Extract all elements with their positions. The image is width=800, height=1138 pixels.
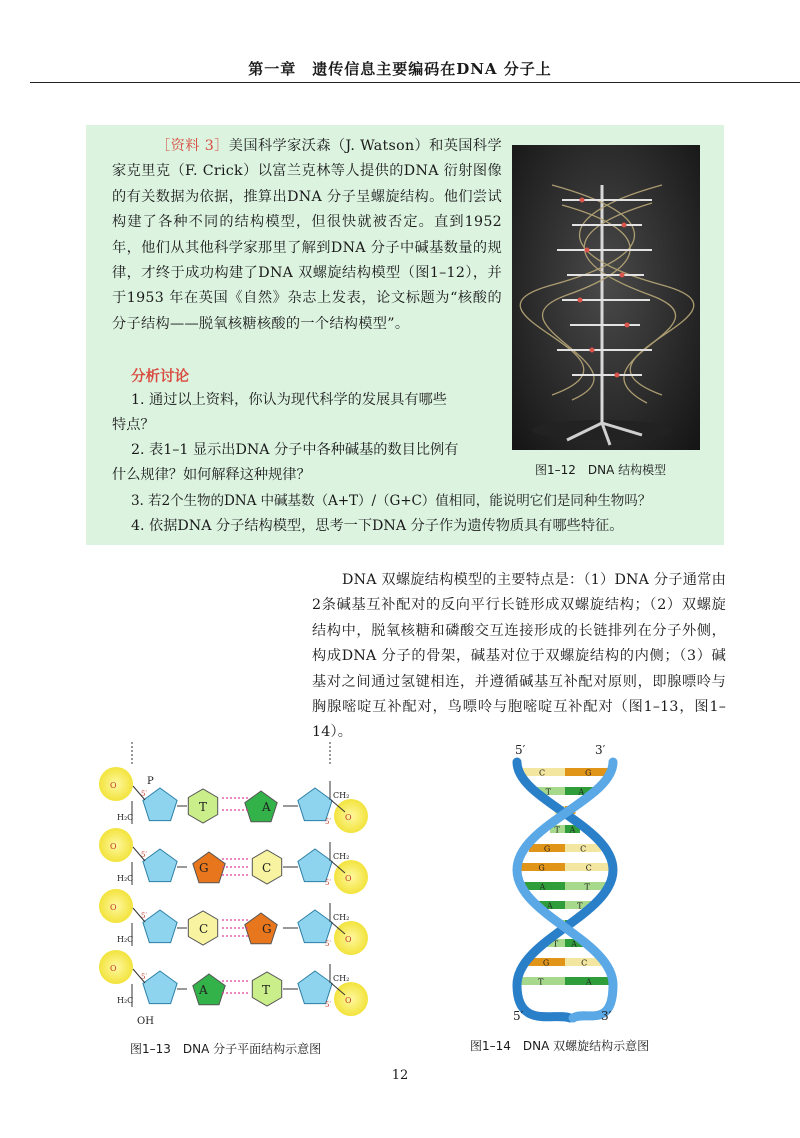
h2c-label: H₂C (117, 996, 134, 1005)
five-prime-label: 5′ (141, 912, 148, 920)
phosphate-o-label: O (110, 903, 117, 912)
base-left-letter: G (199, 861, 209, 875)
five-prime-label: 5′ (325, 818, 332, 826)
five-prime-label: 5′ (141, 790, 148, 798)
ch2-label: CH₂ (333, 974, 350, 983)
rung-left-letter: C (556, 806, 563, 816)
sugar-left (143, 788, 177, 821)
ch2-label: CH₂ (333, 852, 350, 861)
base-pair-row (99, 950, 368, 1016)
rung-left-letter: A (539, 882, 546, 892)
oh-label: OH (137, 1016, 154, 1027)
five-prime-label: 5′ (325, 1001, 332, 1009)
five-prime-label: 5′ (325, 879, 332, 887)
rung-left-letter: T (558, 920, 564, 930)
question-3: 3. 若2个生物的DNA 中碱基数（A+T）/（G+C）值相同，能说明它们是同种生物吗？ (131, 493, 652, 509)
base-right-letter: G (262, 922, 272, 936)
base-pair-row (99, 889, 368, 955)
sugar-left (143, 910, 177, 943)
figure-13-caption: 图1–13 DNA 分子平面结构示意图 (130, 1042, 322, 1056)
dna-model-photo (512, 145, 700, 450)
base-right-letter: A (262, 800, 271, 814)
rung-left-letter: C (538, 768, 546, 778)
rung-right-letter: A (578, 787, 585, 797)
base-left-shape (193, 852, 225, 883)
base-right-shape (245, 791, 277, 822)
question-1b: 特点？ (112, 417, 155, 433)
sugar-right (298, 910, 332, 943)
rung-left-letter: G (538, 863, 545, 873)
phosphate-o-label: O (345, 813, 352, 822)
material-paragraph (112, 134, 502, 337)
h2c-label: H₂C (117, 935, 134, 944)
material-tag: ［资料 3］ (156, 138, 229, 154)
figure-14-caption: 图1–14 DNA 双螺旋结构示意图 (470, 1039, 650, 1053)
helix-top-left-label: 5′ (515, 743, 526, 757)
h2c-label: H₂C (117, 874, 134, 883)
helix-top-right-label: 3′ (595, 743, 606, 757)
helix-bottom-right-label: 3′ (601, 1009, 612, 1023)
rung-left-letter: A (546, 901, 553, 911)
base-right-letter: C (262, 861, 272, 875)
question-4: 4. 依据DNA 分子结构模型，思考一下DNA 分子作为遗传物质具有哪些特征。 (131, 518, 624, 534)
question-1a: 1. 通过以上资料，你认为现代科学的发展具有哪些 (131, 392, 447, 408)
rung-left-letter: T (538, 977, 544, 987)
phosphate-o-label: O (345, 996, 352, 1005)
dna-helix-diagram (495, 740, 635, 1025)
rung-right-letter: G (585, 768, 592, 778)
sugar-left (143, 971, 177, 1004)
phosphate-o-label: O (110, 964, 117, 973)
phosphate-o-label: O (345, 874, 352, 883)
rung-right-letter: A (571, 939, 577, 949)
sugar-left (143, 849, 177, 882)
rung-right-letter: C (581, 958, 588, 968)
base-left-letter: T (199, 800, 208, 814)
rung-left-letter: G (543, 844, 551, 854)
sugar-right (298, 788, 332, 821)
dna-model-illustration (512, 145, 700, 450)
five-prime-label: 5′ (141, 851, 148, 859)
sugar-right (298, 849, 332, 882)
h2c-label: H₂C (117, 813, 134, 822)
rung-right-letter: T (584, 882, 590, 892)
material-text: 美国科学家沃森（J. Watson）和英国科学家克里克（F. Crick）以富兰克林等人提供的DNA 衍射图像的有关数据为依据，推算出DNA 分子呈螺旋结构。他们尝试构建了各种不同的结构模型，但很快就被否定。直到1952 年，他们从其他科学家那里了解到DNA 分子中碱基数量的规律，才终于成功构建了DNA 双螺旋结构模型（图1–12），并于1953 年在英国《自然》杂志上发表，论文标题为“核酸的分子结构——脱氧核糖核酸的一个结构模型”。 (112, 138, 502, 332)
rung-right-letter: A (569, 825, 576, 835)
main-paragraph: DNA 双螺旋结构模型的主要特点是：（1）DNA 分子通常由2条碱基互补配对的反向平行长链形成双螺旋结构；（2）双螺旋结构中，脱氧核糖和磷酸交互连接形成的长链排列在分子外侧，构成DNA 分子的骨架，碱基对位于双螺旋结构的内侧；（3）碱基对之间通过氢键相连，并遵循碱基互补配对原则，即腺嘌呤与胸腺嘧啶互补配对，鸟嘌呤与胞嘧啶互补配对（图1–13，图1–14）。 (312, 572, 726, 741)
ch2-label: CH₂ (333, 791, 350, 800)
sugar-right (298, 971, 332, 1004)
phosphate-o-label: O (345, 935, 352, 944)
question-2b: 什么规律？如何解释这种规律？ (112, 467, 311, 483)
phosphate-o-label: O (110, 842, 117, 851)
base-left-shape (193, 974, 225, 1005)
base-pair-row (99, 828, 368, 894)
rung-right-letter: A (565, 920, 572, 930)
helix-bottom-left-label: 5′ (513, 1009, 524, 1023)
rung-right-letter: A (585, 977, 592, 987)
running-header: 第一章 遗传信息主要编码在DNA 分子上 (248, 60, 552, 78)
rung-right-letter: T (577, 901, 583, 911)
page-number: 12 (391, 1068, 409, 1083)
rung-left-letter: T (552, 939, 559, 949)
base-pair-row (99, 767, 368, 833)
five-prime-label: 5′ (325, 940, 332, 948)
base-right-letter: T (262, 983, 271, 997)
discussion-title: 分析讨论 (131, 369, 189, 385)
rung-right-letter: G (567, 806, 574, 816)
figure-12-caption: 图1–12 DNA 结构模型 (535, 463, 667, 477)
rung-right-letter: C (585, 863, 592, 873)
question-2a: 2. 表1–1 显示出DNA 分子中各种碱基的数目比例有 (131, 442, 459, 458)
rung-left-letter: T (554, 825, 560, 835)
phosphate-o-label: O (110, 781, 117, 790)
rung-right-letter: C (580, 844, 587, 854)
ch2-label: CH₂ (333, 913, 350, 922)
rung-left-letter: G (542, 958, 550, 968)
phosphate-label: P (147, 776, 154, 787)
rung-left-letter: T (545, 787, 551, 797)
five-prime-label: 5′ (141, 973, 148, 981)
base-left-letter: A (199, 983, 208, 997)
dna-planar-diagram (95, 742, 385, 1040)
header-rule (30, 82, 800, 83)
base-right-shape (245, 913, 277, 944)
base-left-letter: C (199, 922, 209, 936)
